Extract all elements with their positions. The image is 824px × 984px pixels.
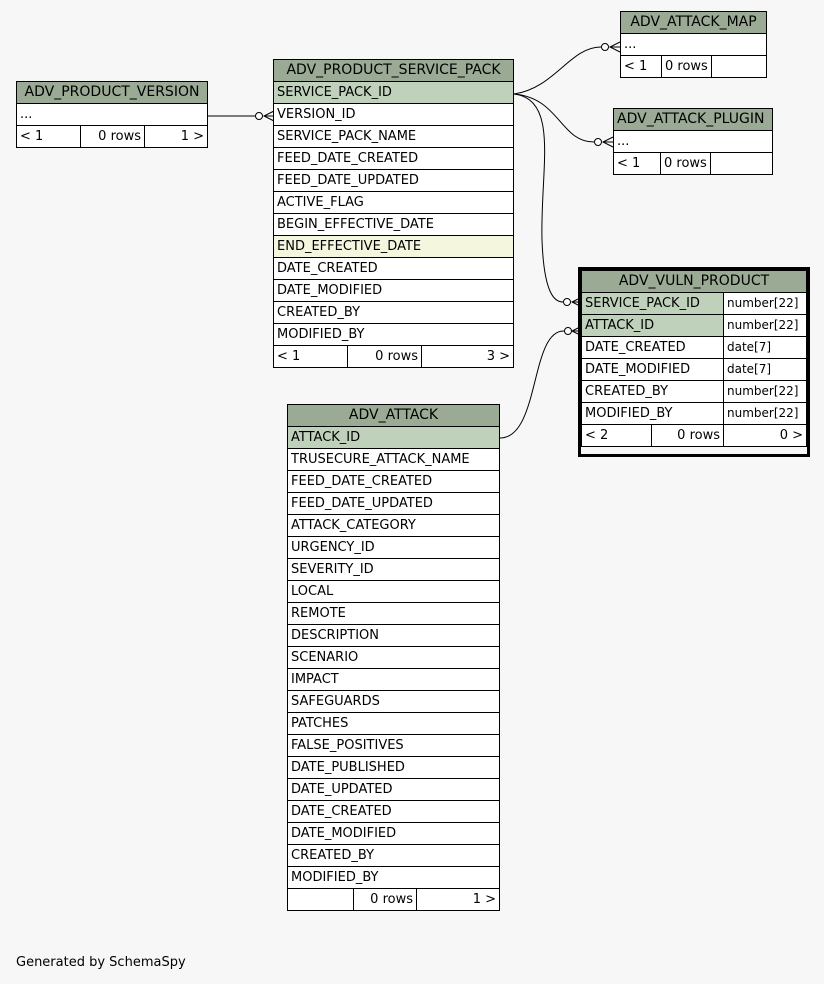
table-title[interactable]: ADV_ATTACK_MAP (621, 12, 767, 34)
table-adv-attack-map[interactable] (620, 11, 767, 78)
column-primary-key[interactable]: SERVICE_PACK_ID (582, 293, 724, 315)
table-ellipsis: ... (614, 131, 773, 153)
column[interactable]: FEED_DATE_UPDATED (288, 493, 500, 515)
table-title[interactable]: ADV_PRODUCT_SERVICE_PACK (274, 60, 514, 82)
parents-count[interactable] (288, 889, 354, 911)
column[interactable]: DATE_MODIFIED (288, 823, 500, 845)
column[interactable]: PATCHES (288, 713, 500, 735)
column[interactable]: BEGIN_EFFECTIVE_DATE (274, 214, 514, 236)
column[interactable]: DATE_MODIFIED (274, 280, 514, 302)
column[interactable]: DATE_CREATED (582, 337, 724, 359)
edge-crowfoot (610, 42, 620, 52)
children-count[interactable]: 1 > (417, 889, 500, 911)
column-type: number[22] (724, 403, 807, 425)
row-count: 0 rows (81, 126, 145, 148)
column[interactable]: SEVERITY_ID (288, 559, 500, 581)
table-title[interactable]: ADV_VULN_PRODUCT (582, 271, 807, 293)
column[interactable]: CREATED_BY (274, 302, 514, 324)
table-title[interactable]: ADV_PRODUCT_VERSION (17, 82, 208, 104)
row-count: 0 rows (662, 56, 712, 78)
column-indexed[interactable]: END_EFFECTIVE_DATE (274, 236, 514, 258)
parents-count[interactable]: < 1 (274, 346, 348, 368)
column[interactable]: CREATED_BY (582, 381, 724, 403)
parents-count[interactable]: < 1 (614, 153, 661, 175)
table-ellipsis: ... (621, 34, 767, 56)
table-adv-attack-plugin[interactable] (613, 108, 773, 175)
edge-crowfoot (603, 137, 613, 147)
edge-service-pack-to-attack-map (514, 47, 601, 94)
column[interactable]: DATE_MODIFIED (582, 359, 724, 381)
column-type: number[22] (724, 381, 807, 403)
children-count[interactable] (711, 56, 766, 78)
column[interactable]: SERVICE_PACK_NAME (274, 126, 514, 148)
parents-count[interactable]: < 1 (621, 56, 662, 78)
column[interactable]: FEED_DATE_CREATED (288, 471, 500, 493)
column[interactable]: DATE_PUBLISHED (288, 757, 500, 779)
edge-service-pack-to-attack-plugin (514, 94, 594, 142)
column[interactable]: SAFEGUARDS (288, 691, 500, 713)
column[interactable]: DATE_UPDATED (288, 779, 500, 801)
column-type: number[22] (724, 293, 807, 315)
column[interactable]: DATE_CREATED (274, 258, 514, 280)
column[interactable]: MODIFIED_BY (582, 403, 724, 425)
table-adv-attack[interactable] (287, 404, 500, 911)
column[interactable]: ACTIVE_FLAG (274, 192, 514, 214)
row-count: 0 rows (652, 425, 724, 447)
table-title[interactable]: ADV_ATTACK (288, 405, 500, 427)
edge-optional-marker (256, 113, 263, 120)
edge-optional-marker (595, 139, 602, 146)
column-primary-key[interactable]: ATTACK_ID (288, 427, 500, 449)
column-type: number[22] (724, 315, 807, 337)
table-adv-vuln-product[interactable] (581, 270, 807, 447)
row-count: 0 rows (348, 346, 422, 368)
column[interactable]: TRUSECURE_ATTACK_NAME (288, 449, 500, 471)
parents-count[interactable]: < 2 (582, 425, 652, 447)
generated-by-footer: Generated by SchemaSpy (16, 955, 186, 970)
column[interactable]: CREATED_BY (288, 845, 500, 867)
table-adv-product-service-pack[interactable] (273, 59, 514, 368)
column[interactable]: ATTACK_CATEGORY (288, 515, 500, 537)
column[interactable]: DATE_CREATED (288, 801, 500, 823)
edge-optional-marker (602, 44, 609, 51)
edge-service-pack-to-vuln-product (514, 94, 563, 302)
edge-optional-marker (565, 328, 572, 335)
column[interactable]: SCENARIO (288, 647, 500, 669)
children-count[interactable]: 0 > (724, 425, 807, 447)
table-title[interactable]: ADV_ATTACK_PLUGIN (614, 109, 773, 131)
column-primary-key[interactable]: ATTACK_ID (582, 315, 724, 337)
children-count[interactable]: 3 > (422, 346, 514, 368)
column[interactable]: MODIFIED_BY (274, 324, 514, 346)
column[interactable]: IMPACT (288, 669, 500, 691)
children-count[interactable]: 1 > (145, 126, 208, 148)
column[interactable]: MODIFIED_BY (288, 867, 500, 889)
row-count: 0 rows (661, 153, 711, 175)
column[interactable]: VERSION_ID (274, 104, 514, 126)
column[interactable]: REMOTE (288, 603, 500, 625)
table-adv-product-version[interactable] (16, 81, 208, 148)
column[interactable]: FEED_DATE_CREATED (274, 148, 514, 170)
row-count: 0 rows (354, 889, 417, 911)
column-type: date[7] (724, 337, 807, 359)
column[interactable]: LOCAL (288, 581, 500, 603)
column[interactable]: FALSE_POSITIVES (288, 735, 500, 757)
column[interactable]: FEED_DATE_UPDATED (274, 170, 514, 192)
parents-count[interactable]: < 1 (17, 126, 81, 148)
column-type: date[7] (724, 359, 807, 381)
column[interactable]: DESCRIPTION (288, 625, 500, 647)
table-ellipsis: ... (17, 104, 208, 126)
column-primary-key[interactable]: SERVICE_PACK_ID (274, 82, 514, 104)
column[interactable]: URGENCY_ID (288, 537, 500, 559)
edge-optional-marker (564, 299, 571, 306)
children-count[interactable] (710, 153, 772, 175)
